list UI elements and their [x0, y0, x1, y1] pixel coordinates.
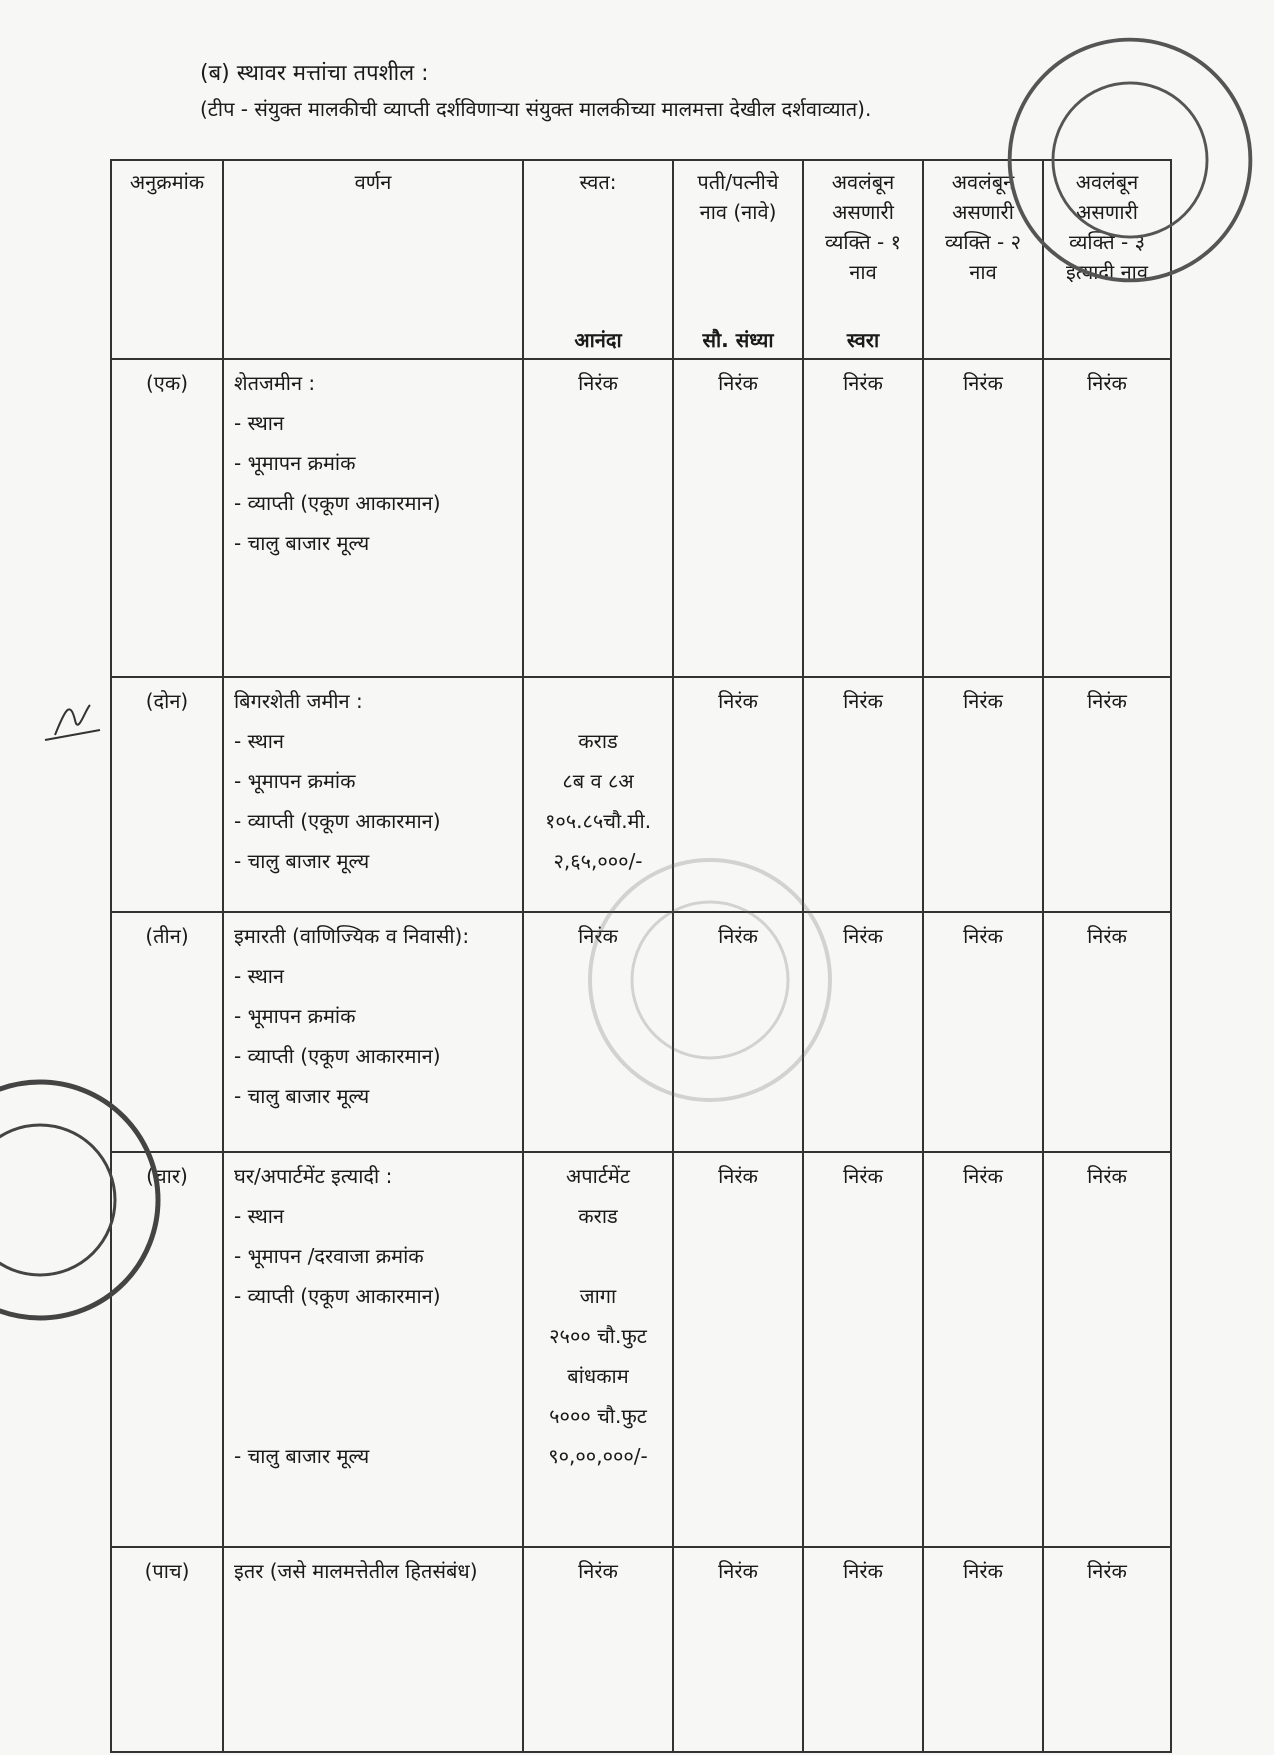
cell-spouse [673, 1547, 803, 1752]
cell-line: - व्याप्ती (एकूण आकारमान) [234, 1044, 441, 1068]
cell-line: २,६५,०००/- [553, 849, 643, 873]
cell-line: - भूमापन क्रमांक [234, 451, 356, 475]
cell-line: इतर (जसे मालमत्तेतील हितसंबंध) [234, 1559, 478, 1583]
cell-line: - स्थान [234, 729, 285, 753]
cell-line: बिगरशेती जमीन : [234, 689, 363, 713]
table-row [111, 677, 1171, 912]
cell-line: ५००० चौ.फुट [549, 1404, 647, 1428]
cell-line [234, 1321, 518, 1361]
cell-line: निरंक [963, 1559, 1003, 1583]
header-serial [111, 160, 223, 359]
cell-dep1 [803, 912, 923, 1152]
cell-line: २५०० चौ.फुट [549, 1324, 647, 1348]
header-label: वर्णन [354, 170, 392, 194]
cell-self [523, 359, 673, 677]
cell-line: कराड [578, 1204, 618, 1228]
cell-line: निरंक [843, 924, 883, 948]
header-label: अवलंबून [831, 170, 895, 194]
cell-line: - चालु बाजार मूल्य [234, 1444, 370, 1468]
cell-dep1 [803, 359, 923, 677]
cell-line: - व्याप्ती (एकूण आकारमान) [234, 809, 441, 833]
cell-line: (तीन) [145, 924, 189, 948]
header-label: स्वत: [579, 170, 617, 194]
cell-line: - भूमापन क्रमांक [234, 769, 356, 793]
cell-self [523, 1152, 673, 1547]
section-note: (टीप - संयुक्त मालकीची व्याप्ती दर्शविणाऱ्या संयुक्त मालकीच्या मालमत्ता देखील दर्शवाव्यात). [200, 97, 872, 121]
cell-line: (पाच) [144, 1559, 190, 1583]
header-label: असणारी [832, 200, 894, 224]
cell-self [523, 912, 673, 1152]
header-spouse [673, 160, 803, 359]
cell-line: ९०,००,०००/- [548, 1444, 648, 1468]
cell-self [523, 677, 673, 912]
section-heading: (ब) स्थावर मत्तांचा तपशील : [200, 61, 429, 86]
table-row [111, 359, 1171, 677]
cell-line: निरंक [963, 689, 1003, 713]
cell-spouse [673, 677, 803, 912]
cell-desc [223, 1547, 523, 1752]
header-description [223, 160, 523, 359]
cell-line: निरंक [963, 1164, 1003, 1188]
header-label: नाव [969, 260, 997, 284]
cell-line: ८ब व ८अ [562, 769, 634, 793]
header-label: अनुक्रमांक [129, 170, 205, 194]
cell-line: निरंक [1087, 1164, 1127, 1188]
header-label: असणारी [1076, 200, 1138, 224]
cell-line: - व्याप्ती (एकूण आकारमान) [234, 1284, 441, 1308]
cell-line: निरंक [1087, 924, 1127, 948]
cell-line: निरंक [843, 1164, 883, 1188]
header-dependent-1 [803, 160, 923, 359]
cell-dep1 [803, 1547, 923, 1752]
cell-dep3 [1043, 1547, 1171, 1752]
cell-dep1 [803, 1152, 923, 1547]
cell-line: कराड [578, 729, 618, 753]
cell-line: १०५.८५चौ.मी. [544, 809, 652, 833]
cell-dep3 [1043, 912, 1171, 1152]
cell-num [111, 677, 223, 912]
header-label: असणारी [952, 200, 1014, 224]
cell-line: इमारती (वाणिज्यिक व निवासी): [234, 924, 470, 948]
cell-desc [223, 1152, 523, 1547]
cell-dep2 [923, 677, 1043, 912]
cell-line: निरंक [843, 371, 883, 395]
table-row [111, 912, 1171, 1152]
header-label: नाव [849, 260, 877, 284]
cell-line: निरंक [718, 371, 758, 395]
cell-line [234, 1361, 518, 1401]
cell-line: निरंक [1087, 689, 1127, 713]
cell-line: - स्थान [234, 1204, 285, 1228]
cell-spouse [673, 912, 803, 1152]
cell-line: (दोन) [145, 689, 189, 713]
cell-spouse [673, 359, 803, 677]
cell-line: निरंक [1087, 1559, 1127, 1583]
cell-line: (एक) [145, 371, 189, 395]
header-dependent-2 [923, 160, 1043, 359]
cell-line: अपार्टमेंट [566, 1164, 630, 1188]
cell-line: निरंक [843, 689, 883, 713]
cell-num [111, 1547, 223, 1752]
cell-desc [223, 677, 523, 912]
cell-line: निरंक [843, 1559, 883, 1583]
cell-line: - चालु बाजार मूल्य [234, 1084, 370, 1108]
cell-line: बांधकाम [567, 1364, 629, 1388]
signature [40, 690, 110, 750]
cell-line: निरंक [578, 371, 618, 395]
header-label: व्यक्ति - २ [944, 230, 1022, 254]
header-person-name: स्वरा [846, 328, 880, 352]
cell-dep2 [923, 912, 1043, 1152]
cell-line [234, 1401, 518, 1441]
cell-line: निरंक [963, 924, 1003, 948]
cell-num [111, 912, 223, 1152]
header-label: नाव (नावे) [699, 200, 777, 224]
cell-dep1 [803, 677, 923, 912]
cell-line: निरंक [718, 689, 758, 713]
cell-dep2 [923, 1152, 1043, 1547]
cell-line [528, 686, 668, 726]
header-self [523, 160, 673, 359]
header-dependent-3 [1043, 160, 1171, 359]
cell-line: निरंक [1087, 371, 1127, 395]
cell-spouse [673, 1152, 803, 1547]
cell-line: - चालु बाजार मूल्य [234, 849, 370, 873]
immovable-assets-table [110, 159, 1172, 1753]
cell-num [111, 359, 223, 677]
cell-dep2 [923, 359, 1043, 677]
cell-desc [223, 359, 523, 677]
cell-dep3 [1043, 1152, 1171, 1547]
table-row [111, 1547, 1171, 1752]
cell-line: - चालु बाजार मूल्य [234, 531, 370, 555]
cell-line: शेतजमीन : [234, 371, 316, 395]
cell-line: जागा [579, 1284, 617, 1308]
cell-desc [223, 912, 523, 1152]
cell-line: निरंक [963, 371, 1003, 395]
cell-num [111, 1152, 223, 1547]
cell-dep3 [1043, 359, 1171, 677]
header-label: इत्यादी नाव [1066, 260, 1148, 284]
header-person-name: आनंदा [574, 328, 622, 352]
cell-line: - स्थान [234, 964, 285, 988]
cell-line: निरंक [578, 1559, 618, 1583]
cell-line: घर/अपार्टमेंट इत्यादी : [234, 1164, 393, 1188]
cell-line: निरंक [718, 1164, 758, 1188]
header-label: अवलंबून [1075, 170, 1139, 194]
cell-dep2 [923, 1547, 1043, 1752]
cell-line: - व्याप्ती (एकूण आकारमान) [234, 491, 441, 515]
cell-line: - स्थान [234, 411, 285, 435]
cell-line: - भूमापन /दरवाजा क्रमांक [234, 1244, 424, 1268]
header-label: व्यक्ति - १ [824, 230, 902, 254]
cell-line: निरंक [718, 924, 758, 948]
header-label: व्यक्ति - ३ [1068, 230, 1146, 254]
cell-line: (चार) [146, 1164, 188, 1188]
header-label: अवलंबून [951, 170, 1015, 194]
header-person-name: सौ. संध्या [702, 328, 774, 352]
cell-dep3 [1043, 677, 1171, 912]
cell-self [523, 1547, 673, 1752]
cell-line: निरंक [578, 924, 618, 948]
table-row [111, 1152, 1171, 1547]
cell-line: निरंक [718, 1559, 758, 1583]
cell-line: - भूमापन क्रमांक [234, 1004, 356, 1028]
header-label: पती/पत्नीचे [697, 170, 779, 194]
cell-line [528, 1241, 668, 1281]
